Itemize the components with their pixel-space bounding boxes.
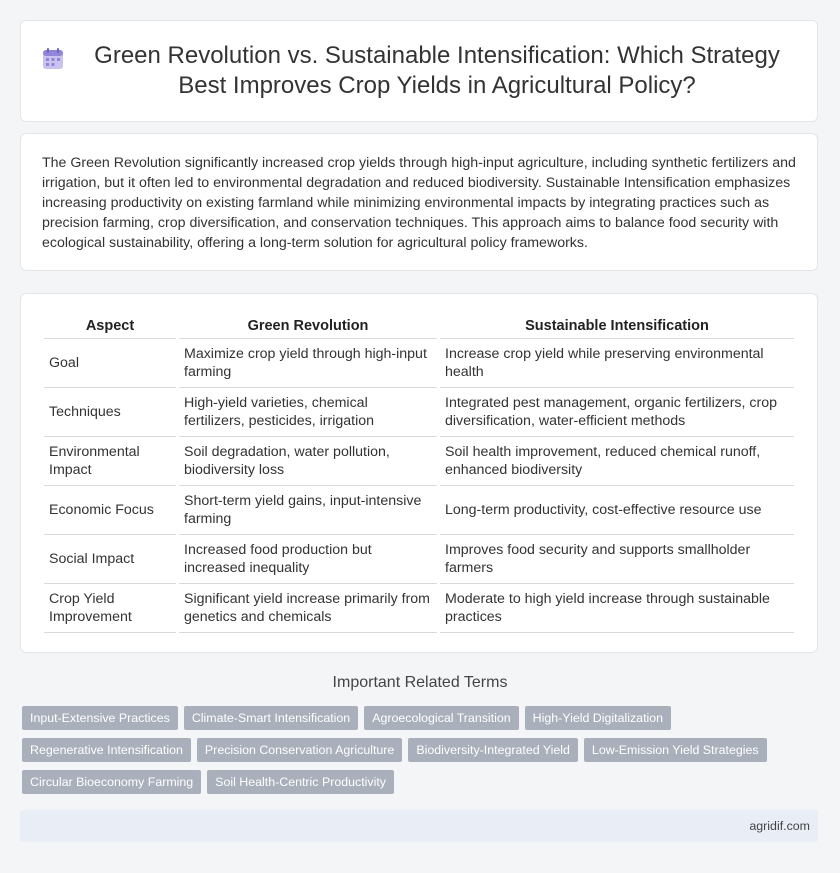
related-terms-title: Important Related Terms — [332, 674, 508, 691]
cell-aspect: Economic Focus — [44, 486, 176, 535]
header-aspect: Aspect — [44, 314, 176, 339]
table-header-row — [44, 314, 794, 339]
cell-sustainable: Integrated pest management, organic fertilizers, crop diversification, water-efficient methods — [440, 388, 794, 437]
cell-aspect: Techniques — [44, 388, 176, 437]
comparison-table — [41, 314, 797, 633]
footer-site-link[interactable]: agridif.com — [749, 819, 810, 833]
related-term-tag[interactable]: Agroecological Transition — [364, 706, 518, 730]
cell-aspect: Goal — [44, 339, 176, 388]
title-card — [20, 20, 818, 122]
related-term-tag[interactable]: Precision Conservation Agriculture — [197, 738, 402, 762]
related-term-tag[interactable]: Climate-Smart Intensification — [184, 706, 358, 730]
table-row — [44, 535, 794, 584]
cell-green: Maximize crop yield through high-input farming — [179, 339, 437, 388]
table-row — [44, 388, 794, 437]
cell-sustainable: Long-term productivity, cost-effective resource use — [440, 486, 794, 535]
table-row — [44, 339, 794, 388]
cell-sustainable: Moderate to high yield increase through sustainable practices — [440, 584, 794, 633]
related-term-tag[interactable]: Circular Bioeconomy Farming — [22, 770, 201, 794]
cell-aspect: Crop Yield Improvement — [44, 584, 176, 633]
related-term-tag[interactable]: Regenerative Intensification — [22, 738, 191, 762]
cell-aspect: Social Impact — [44, 535, 176, 584]
related-term-tag[interactable]: Low-Emission Yield Strategies — [584, 738, 767, 762]
page-title: Green Revolution vs. Sustainable Intensification: Which Strategy Best Improves Crop Yields in Agricultural Policy? — [94, 42, 780, 99]
cell-sustainable: Improves food security and supports smallholder farmers — [440, 535, 794, 584]
cell-sustainable: Increase crop yield while preserving environmental health — [440, 339, 794, 388]
cell-aspect: Environmental Impact — [44, 437, 176, 486]
cell-green: Soil degradation, water pollution, biodiversity loss — [179, 437, 437, 486]
intro-card — [20, 133, 818, 271]
related-term-tag[interactable]: Input-Extensive Practices — [22, 706, 178, 730]
cell-sustainable: Soil health improvement, reduced chemical runoff, enhanced biodiversity — [440, 437, 794, 486]
related-term-tag[interactable]: Soil Health-Centric Productivity — [207, 770, 394, 794]
intro-paragraph: The Green Revolution significantly increased crop yields through high-input agriculture, including synthetic fertilizers and irrigation, but it often led to environmental degradation and reduced biodiversity. Sustainable Intensification emphasizes increasing productivity on existing farmland while minimizing environmental impacts by integrating practices such as precision farming, crop diversification, and conservation techniques. This approach aims to balance food security with ecological sustainability, offering a long-term solution for agricultural policy frameworks. — [42, 155, 796, 251]
header-green-revolution: Green Revolution — [179, 314, 437, 339]
table-row — [44, 584, 794, 633]
related-terms-tags — [22, 706, 818, 794]
related-term-tag[interactable]: Biodiversity-Integrated Yield — [408, 738, 578, 762]
cell-green: Short-term yield gains, input-intensive farming — [179, 486, 437, 535]
cell-green: Increased food production but increased inequality — [179, 535, 437, 584]
cell-green: Significant yield increase primarily from genetics and chemicals — [179, 584, 437, 633]
header-sustainable-intensification: Sustainable Intensification — [440, 314, 794, 339]
table-row — [44, 486, 794, 535]
cell-green: High-yield varieties, chemical fertilizers, pesticides, irrigation — [179, 388, 437, 437]
title-wrap — [51, 41, 787, 101]
comparison-table-card — [20, 293, 818, 653]
related-term-tag[interactable]: High-Yield Digitalization — [525, 706, 671, 730]
footer — [20, 810, 818, 842]
table-row — [44, 437, 794, 486]
document-icon — [41, 47, 65, 71]
